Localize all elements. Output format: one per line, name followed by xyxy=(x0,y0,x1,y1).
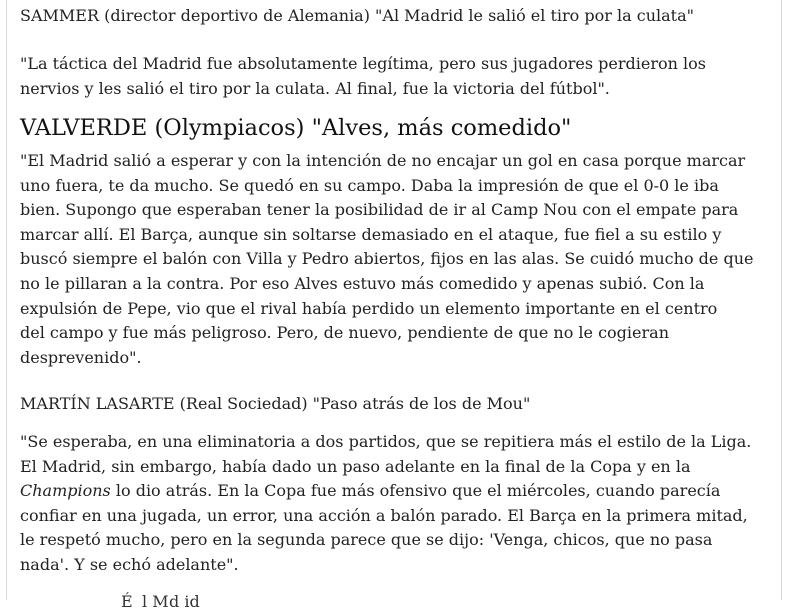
paragraph-line: confiar en una jugada, un error, una acción a balón parado. El Barça en la primera mitad, xyxy=(20,505,748,525)
valverde-quote xyxy=(20,149,753,370)
paragraph-line: del campo y fue más peligroso. Pero, de nuevo, pendiente de que no le cogieran xyxy=(20,323,669,343)
left-column-rule xyxy=(6,0,7,600)
paragraph-line: nervios y les salió el tiro por la culata. Al final, fue la victoria del fútbol". xyxy=(20,78,610,98)
paragraph-line: buscó siempre el balón con Villa y Pedro abiertos, fijos en las alas. Se cuidó mucho de que xyxy=(20,249,754,269)
paragraph-line: bien. Supongo que esperaban tener la posibilidad de ir al Camp Nou con el empate para xyxy=(20,200,739,220)
cutoff-fragment: d id xyxy=(169,592,200,611)
sammer-quote xyxy=(20,52,706,101)
paragraph-line: uno fuera, te da mucho. Se quedó en su campo. Daba la impresión de que el 0-0 le iba xyxy=(20,175,719,195)
paragraph-line-text: lo dio atrás. En la Copa fue más ofensivo que el miércoles, cuando parecía xyxy=(115,481,721,501)
sammer-heading: SAMMER (director deportivo de Alemania) "Al Madrid le salió el tiro por la culata" xyxy=(20,6,694,25)
paragraph-line: "La táctica del Madrid fue absolutamente legítima, pero sus jugadores perdieron los xyxy=(20,54,706,73)
paragraph-line: El Madrid, sin embargo, había dado un paso adelante en la final de la Copa y en la xyxy=(20,456,691,476)
valverde-heading: VALVERDE (Olympiacos) "Alves, más comedido" xyxy=(20,115,572,141)
paragraph-line: expulsión de Pepe, vio que el rival había perdido un elemento importante en el centro xyxy=(20,298,718,318)
paragraph-line: marcar allí. El Barça, aunque sin soltarse demasiado en el ataque, fue fiel a su estilo y xyxy=(20,224,722,244)
paragraph-line: no le pillaran a la contra. Por eso Alves estuvo más comedido y apenas subió. Con la xyxy=(20,273,705,293)
lasarte-quote xyxy=(20,430,751,578)
right-column-rule xyxy=(781,0,782,600)
cutoff-fragment: l M xyxy=(142,592,169,611)
champions-italic: Champions xyxy=(20,481,111,501)
cutoff-next-heading xyxy=(14,592,494,611)
paragraph-line: nada'. Y se echó adelante". xyxy=(20,554,239,574)
lasarte-heading: MARTÍN LASARTE (Real Sociedad) "Paso atrás de los de Mou" xyxy=(20,394,531,413)
cutoff-fragment: É xyxy=(121,592,133,611)
paragraph-line: "Se esperaba, en una eliminatoria a dos partidos, que se repitiera más el estilo de la Liga. xyxy=(20,432,752,451)
paragraph-line: le respetó mucho, pero en la segunda parece que se dijo: 'Venga, chicos, que no pasa xyxy=(20,530,713,550)
paragraph-line: "El Madrid salió a esperar y con la intención de no encajar un gol en casa porque marcar xyxy=(20,151,746,170)
paragraph-line: desprevenido". xyxy=(20,347,142,367)
paragraph-line xyxy=(20,479,751,504)
